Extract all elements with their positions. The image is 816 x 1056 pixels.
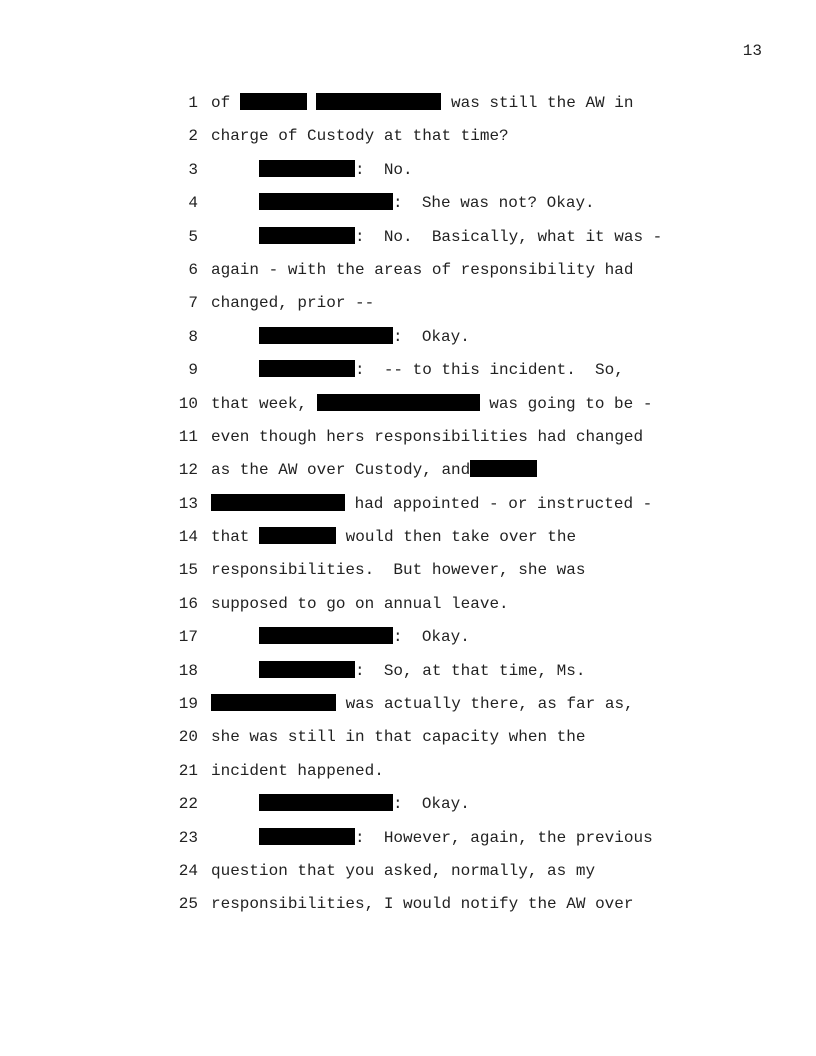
text-segment	[307, 94, 317, 112]
line-number: 5	[188, 227, 198, 246]
text-segment	[211, 328, 259, 346]
transcript-line	[0, 321, 816, 354]
transcript-line	[0, 454, 816, 487]
text-segment: : She was not? Okay.	[393, 194, 595, 213]
line-text	[211, 822, 653, 855]
line-number: 10	[178, 394, 198, 413]
line-number: 12	[178, 461, 198, 480]
line-text	[211, 454, 537, 487]
transcript-line	[0, 87, 816, 120]
text-segment: was actually there, as far as,	[336, 695, 634, 714]
line-text	[211, 688, 634, 721]
line-number: 17	[178, 628, 198, 647]
text-segment: of	[211, 94, 240, 112]
line-number: 22	[178, 795, 198, 814]
text-segment: supposed to go on annual leave.	[211, 594, 509, 613]
line-number: 4	[188, 194, 198, 213]
line-text	[211, 788, 470, 821]
line-text	[211, 388, 652, 421]
transcript-line	[0, 554, 816, 587]
transcript-line	[0, 154, 816, 187]
line-number: 2	[188, 127, 198, 146]
redaction-block	[240, 93, 307, 110]
text-segment: changed, prior --	[211, 294, 375, 313]
transcript-line	[0, 388, 816, 421]
text-segment	[211, 228, 259, 246]
text-segment	[211, 361, 259, 379]
text-segment: was going to be -	[479, 394, 653, 413]
line-text	[211, 488, 652, 521]
transcript-line	[0, 521, 816, 554]
text-segment: that week,	[211, 394, 317, 413]
text-segment: responsibilities. But however, she was	[211, 561, 586, 580]
line-text	[211, 554, 585, 587]
line-number: 8	[188, 327, 198, 346]
line-text	[211, 621, 470, 654]
text-segment: even though hers responsibilities had changed	[211, 427, 644, 446]
redaction-block	[259, 661, 355, 678]
line-number: 20	[178, 728, 198, 747]
line-number: 6	[188, 260, 198, 279]
line-text	[211, 755, 384, 788]
line-number: 7	[188, 294, 198, 313]
text-segment: would then take over the	[336, 528, 577, 547]
transcript-line	[0, 354, 816, 387]
text-segment: responsibilities, I would notify the AW over	[211, 895, 634, 914]
transcript-line	[0, 755, 816, 788]
text-segment: charge of Custody at that time?	[211, 127, 509, 146]
redaction-block	[259, 627, 393, 644]
transcript-line	[0, 488, 816, 521]
line-number: 24	[178, 861, 198, 880]
line-text	[211, 287, 374, 320]
transcript-line	[0, 187, 816, 220]
text-segment	[211, 194, 259, 212]
redaction-block	[259, 227, 355, 244]
transcript-line	[0, 120, 816, 153]
line-number: 13	[178, 494, 198, 513]
transcript-line	[0, 287, 816, 320]
redaction-block	[259, 160, 355, 177]
transcript-line	[0, 888, 816, 921]
text-segment	[211, 829, 259, 847]
text-segment: incident happened.	[211, 761, 384, 780]
redaction-block	[211, 494, 345, 511]
line-text	[211, 321, 470, 354]
text-segment: was still the AW in	[441, 94, 634, 112]
line-number: 3	[188, 160, 198, 179]
text-segment: : Okay.	[393, 628, 470, 647]
line-text	[211, 187, 595, 220]
text-segment: that	[211, 528, 260, 547]
transcript-line	[0, 621, 816, 654]
text-segment: again - with the areas of responsibility had	[211, 260, 634, 279]
line-number: 15	[178, 561, 198, 580]
redaction-block	[317, 394, 480, 411]
transcript-line	[0, 688, 816, 721]
text-segment: : Okay.	[393, 795, 470, 814]
redaction-block	[259, 527, 336, 544]
redaction-block	[259, 327, 393, 344]
transcript-line	[0, 588, 816, 621]
transcript-line	[0, 221, 816, 254]
line-number: 25	[178, 895, 198, 914]
line-text	[211, 254, 633, 287]
transcript-line	[0, 655, 816, 688]
text-segment: she was still in that capacity when the	[211, 728, 586, 747]
text-segment: : -- to this incident. So,	[355, 361, 624, 380]
line-number: 11	[178, 427, 198, 446]
text-segment	[211, 628, 259, 646]
transcript-line	[0, 254, 816, 287]
line-number: 16	[178, 594, 198, 613]
redaction-block	[259, 360, 355, 377]
line-text	[211, 855, 595, 888]
text-segment: as the AW over Custody, and	[211, 461, 471, 480]
text-segment: : No.	[355, 160, 413, 179]
page-number: 13	[742, 42, 762, 60]
redaction-block	[211, 694, 336, 711]
redaction-block	[259, 828, 355, 845]
text-segment: : No. Basically, what it was -	[355, 227, 663, 246]
redaction-block	[259, 193, 393, 210]
transcript-line	[0, 855, 816, 888]
line-text	[211, 521, 576, 554]
transcript-line	[0, 788, 816, 821]
text-segment: question that you asked, normally, as my	[211, 861, 596, 880]
line-text	[211, 87, 633, 120]
redaction-block	[259, 794, 393, 811]
text-segment: : So, at that time, Ms.	[355, 661, 586, 680]
redaction-block	[470, 460, 537, 477]
text-segment	[211, 161, 259, 179]
line-number: 14	[178, 528, 198, 547]
line-number: 19	[178, 695, 198, 714]
transcript-line	[0, 421, 816, 454]
line-text	[211, 154, 413, 187]
line-text	[211, 721, 585, 754]
line-text	[211, 354, 624, 387]
redaction-block	[316, 93, 441, 110]
line-number: 18	[178, 661, 198, 680]
line-number: 9	[188, 361, 198, 380]
line-text	[211, 588, 509, 621]
line-text	[211, 120, 509, 153]
line-text	[211, 421, 643, 454]
text-segment: : Okay.	[393, 327, 470, 346]
text-segment: had appointed - or instructed -	[345, 494, 653, 513]
transcript-line	[0, 822, 816, 855]
line-number: 23	[178, 828, 198, 847]
transcript-body	[0, 87, 816, 922]
line-number: 1	[188, 94, 198, 112]
transcript-line	[0, 721, 816, 754]
line-text	[211, 655, 585, 688]
text-segment	[211, 795, 259, 813]
text-segment	[211, 662, 259, 680]
line-text	[211, 888, 633, 921]
text-segment: : However, again, the previous	[355, 828, 653, 847]
line-text	[211, 221, 662, 254]
line-number: 21	[178, 761, 198, 780]
